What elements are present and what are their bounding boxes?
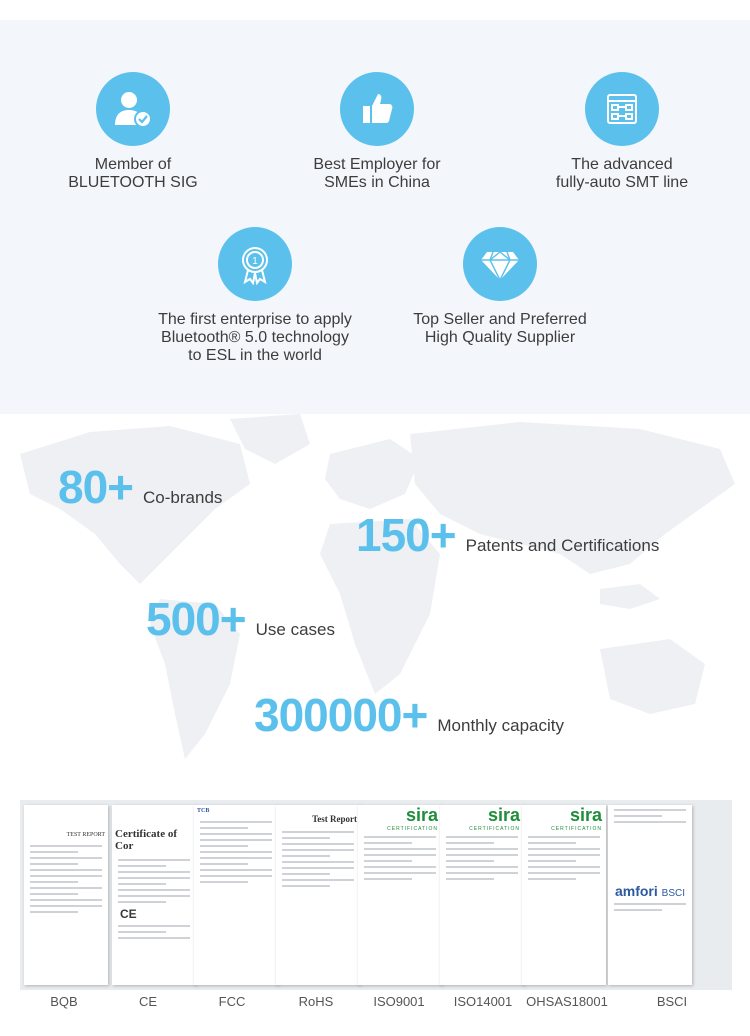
- certificate-fcc[interactable]: [194, 805, 278, 985]
- cert-heading: TCB: [197, 808, 210, 814]
- cert-label-bqb: BQB: [50, 994, 78, 1009]
- cert-heading: Certificate of Cor: [115, 828, 177, 852]
- stat-text: Use cases: [255, 620, 335, 639]
- stat-number: 500+: [146, 593, 246, 645]
- stat-number: 300000+: [254, 689, 428, 741]
- cert-heading: TEST REPORT: [66, 832, 105, 838]
- cert-label-iso9001: ISO9001: [373, 994, 425, 1009]
- cert-heading: sira: [569, 805, 602, 825]
- feature-label: Member of BLUETOOTH SIG: [68, 156, 198, 191]
- cert-label-fcc: FCC: [218, 994, 246, 1009]
- stat-patents: [356, 508, 659, 562]
- features-section: [0, 20, 750, 414]
- cert-heading: sira: [405, 805, 438, 825]
- cert-label-ohsas18001: OHSAS18001: [526, 994, 608, 1009]
- stat-number: 150+: [356, 509, 456, 561]
- cert-heading: Test Report: [312, 814, 357, 824]
- certificate-iso9001[interactable]: [358, 805, 442, 985]
- certificates-strip: [20, 800, 732, 990]
- cert-label-bsci: BSCI: [656, 994, 688, 1009]
- stats-section: [0, 414, 750, 794]
- svg-text:1: 1: [252, 256, 258, 267]
- cert-heading: sira: [487, 805, 520, 825]
- stat-text: Monthly capacity: [437, 716, 564, 735]
- stat-co-brands: [58, 460, 222, 514]
- certificate-ce[interactable]: [112, 805, 196, 985]
- thumbs-up-icon: [340, 72, 414, 146]
- stat-monthly-capacity: [254, 688, 564, 742]
- feature-label: The first enterprise to apply Bluetooth® 5.0 technology to ESL in the world: [158, 311, 352, 364]
- feature-top-seller: [380, 227, 620, 347]
- feature-bluetooth-sig: [13, 72, 253, 192]
- stat-use-cases: [146, 592, 335, 646]
- cert-subheading: CERTIFICATION: [551, 826, 602, 832]
- medal-icon: [218, 227, 292, 301]
- certificate-ohsas18001[interactable]: [522, 805, 606, 985]
- member-check-icon: [96, 72, 170, 146]
- certificate-bsci[interactable]: [608, 805, 692, 985]
- feature-label: Top Seller and Preferred High Quality Supplier: [413, 311, 587, 346]
- cert-subheading: CERTIFICATION: [469, 826, 520, 832]
- diamond-icon: [463, 227, 537, 301]
- cert-label-rohs: RoHS: [298, 994, 334, 1009]
- cert-subheading: CERTIFICATION: [387, 826, 438, 832]
- feature-first-enterprise: [135, 227, 375, 365]
- stat-text: Patents and Certifications: [465, 536, 660, 555]
- feature-smt-line: [502, 72, 742, 192]
- cert-label-iso14001: ISO14001: [453, 994, 513, 1009]
- certificate-rohs[interactable]: [276, 805, 360, 985]
- ce-mark-icon: CE: [120, 907, 137, 921]
- production-line-icon: [585, 72, 659, 146]
- cert-label-ce: CE: [138, 994, 158, 1009]
- feature-best-employer: [257, 72, 497, 192]
- amfori-logo: [608, 883, 692, 899]
- stat-number: 80+: [58, 461, 134, 513]
- feature-label: The advanced fully-auto SMT line: [555, 156, 689, 191]
- certificate-bqb[interactable]: [24, 805, 108, 985]
- cert-subheading: BSCI: [661, 888, 686, 899]
- feature-label: Best Employer for SMEs in China: [313, 156, 441, 191]
- stat-text: Co-brands: [143, 488, 223, 507]
- cert-heading: amfori: [614, 883, 658, 899]
- certificate-iso14001[interactable]: [440, 805, 524, 985]
